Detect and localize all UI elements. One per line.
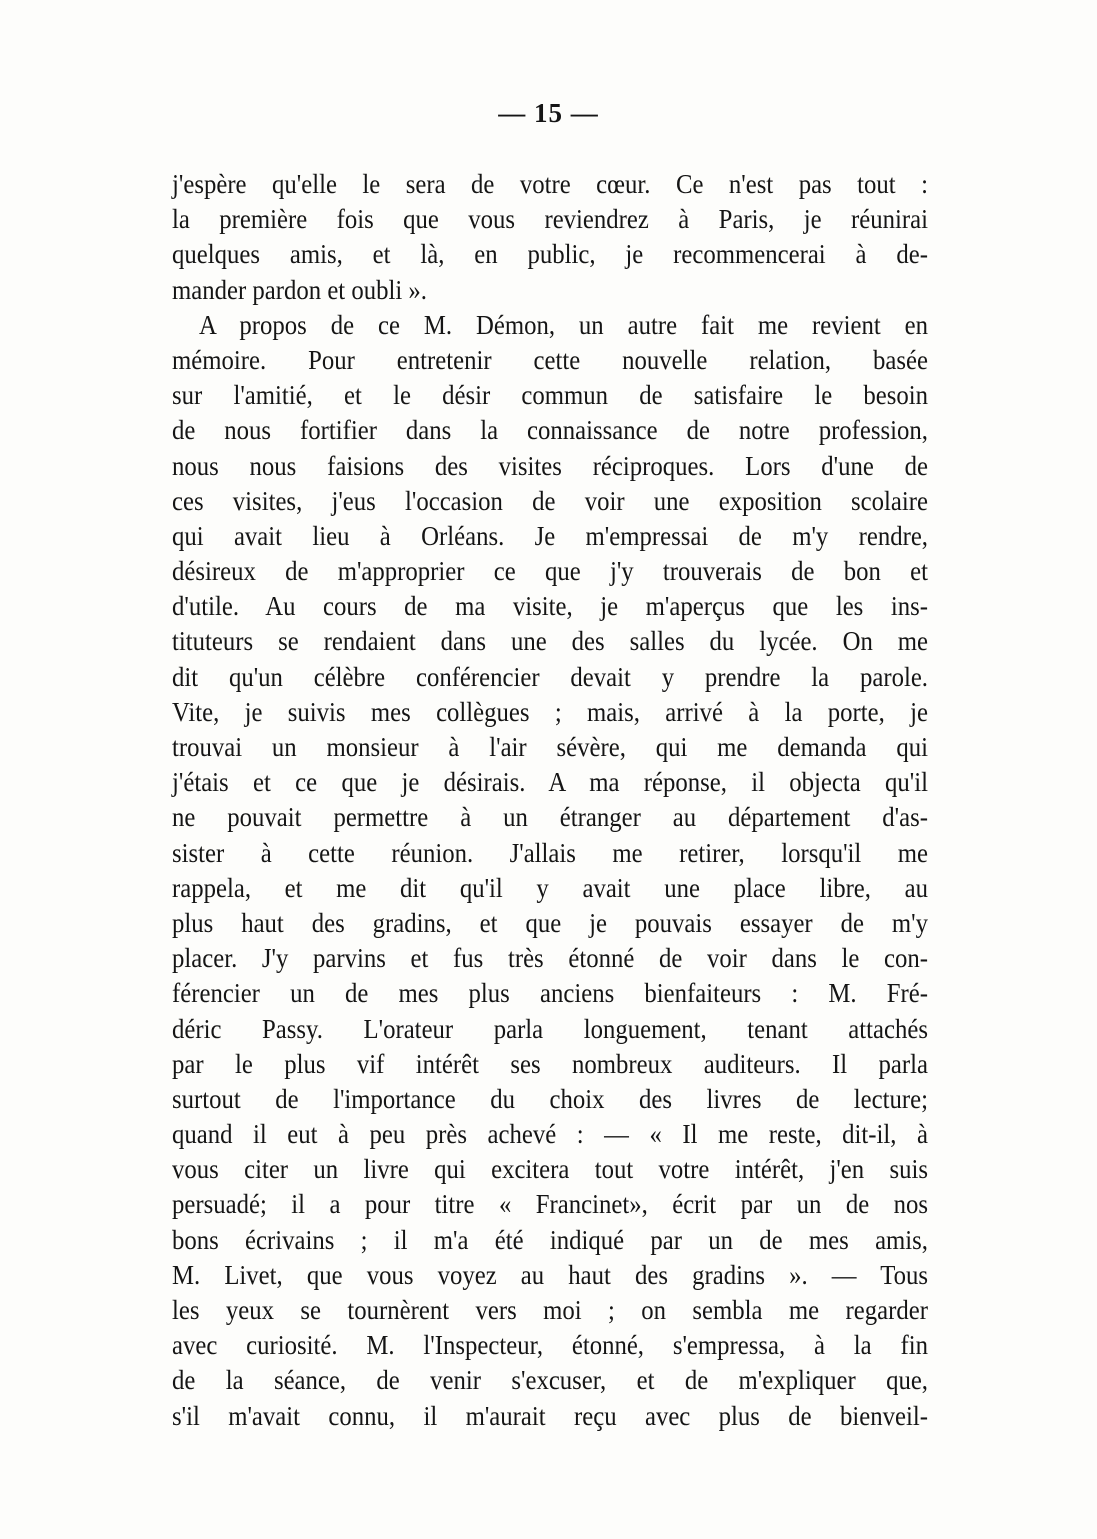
text-line: j'espère qu'elle le sera de votre cœur. Ce n'est pas tout :: [172, 168, 928, 199]
text-line: ces visites, j'eus l'occasion de voir une exposition scolaire: [172, 484, 928, 516]
body-text: [172, 166, 928, 1433]
text-line: férencier un de mes plus anciens bienfaiteurs : M. Fré-: [172, 977, 928, 1009]
text-line: la première fois que vous reviendrez à Paris, je réunirai: [172, 203, 928, 235]
text-line: mémoire. Pour entretenir cette nouvelle relation, basée: [172, 343, 928, 375]
text-line: trouvai un monsieur à l'air sévère, qui me demanda qui: [172, 731, 928, 762]
text-line: rappela, et me dit qu'il y avait une place libre, au: [172, 871, 928, 903]
text-line: qui avait lieu à Orléans. Je m'empressai de m'y rendre,: [172, 519, 928, 551]
text-line: désireux de m'approprier ce que j'y trouverais de bon et: [172, 555, 928, 587]
text-line: mander pardon et oubli ».: [172, 273, 427, 305]
text-line: persuadé; il a pour titre « Francinet», écrit par un de nos: [172, 1188, 928, 1220]
text-line: les yeux se tournèrent vers moi ; on sembla me regarder: [172, 1294, 928, 1325]
text-line: tituteurs se rendaient dans une des salles du lycée. On me: [172, 625, 928, 657]
text-line: ne pouvait permettre à un étranger au département d'as-: [172, 801, 928, 833]
text-line: placer. J'y parvins et fus très étonné de voir dans le con-: [172, 942, 928, 974]
text-line: de la séance, de venir s'excuser, et de m'expliquer que,: [172, 1364, 928, 1396]
page-number: — 15 —: [498, 98, 599, 128]
text-line: sur l'amitié, et le désir commun de satisfaire le besoin: [172, 379, 928, 411]
text-line: quelques amis, et là, en public, je recommencerai à de-: [172, 238, 928, 270]
text-line: M. Livet, que vous voyez au haut des gradins ». — Tous: [172, 1258, 928, 1290]
text-line: plus haut des gradins, et que je pouvais essayer de m'y: [172, 906, 928, 938]
text-line: Vite, je suivis mes collègues ; mais, arrivé à la porte, je: [172, 695, 928, 727]
text-line: avec curiosité. M. l'Inspecteur, étonné, s'empressa, à la fin: [172, 1329, 928, 1361]
text-line: vous citer un livre qui excitera tout votre intérêt, j'en suis: [172, 1153, 928, 1185]
text-line: j'étais et ce que je désirais. A ma réponse, il objecta qu'il: [172, 766, 928, 798]
text-line: A propos de ce M. Démon, un autre fait me revient en: [199, 308, 928, 340]
text-line: bons écrivains ; il m'a été indiqué par un de mes amis,: [172, 1223, 928, 1255]
text-line: nous nous faisions des visites réciproques. Lors d'une de: [172, 449, 928, 481]
text-line: sister à cette réunion. J'allais me retirer, lorsqu'il me: [172, 836, 928, 868]
text-line: d'utile. Au cours de ma visite, je m'aperçus que les ins-: [172, 590, 928, 622]
text-line: s'il m'avait connu, il m'aurait reçu avec plus de bienveil-: [172, 1399, 928, 1431]
text-line: surtout de l'importance du choix des livres de lecture;: [172, 1082, 928, 1114]
text-line: déric Passy. L'orateur parla longuement, tenant attachés: [172, 1012, 928, 1044]
text-line: dit qu'un célèbre conférencier devait y prendre la parole.: [172, 660, 928, 692]
text-line: par le plus vif intérêt ses nombreux auditeurs. Il parla: [172, 1047, 928, 1079]
text-line: de nous fortifier dans la connaissance de notre profession,: [172, 414, 928, 446]
text-line: quand il eut à peu près achevé : — « Il me reste, dit-il, à: [172, 1118, 928, 1150]
